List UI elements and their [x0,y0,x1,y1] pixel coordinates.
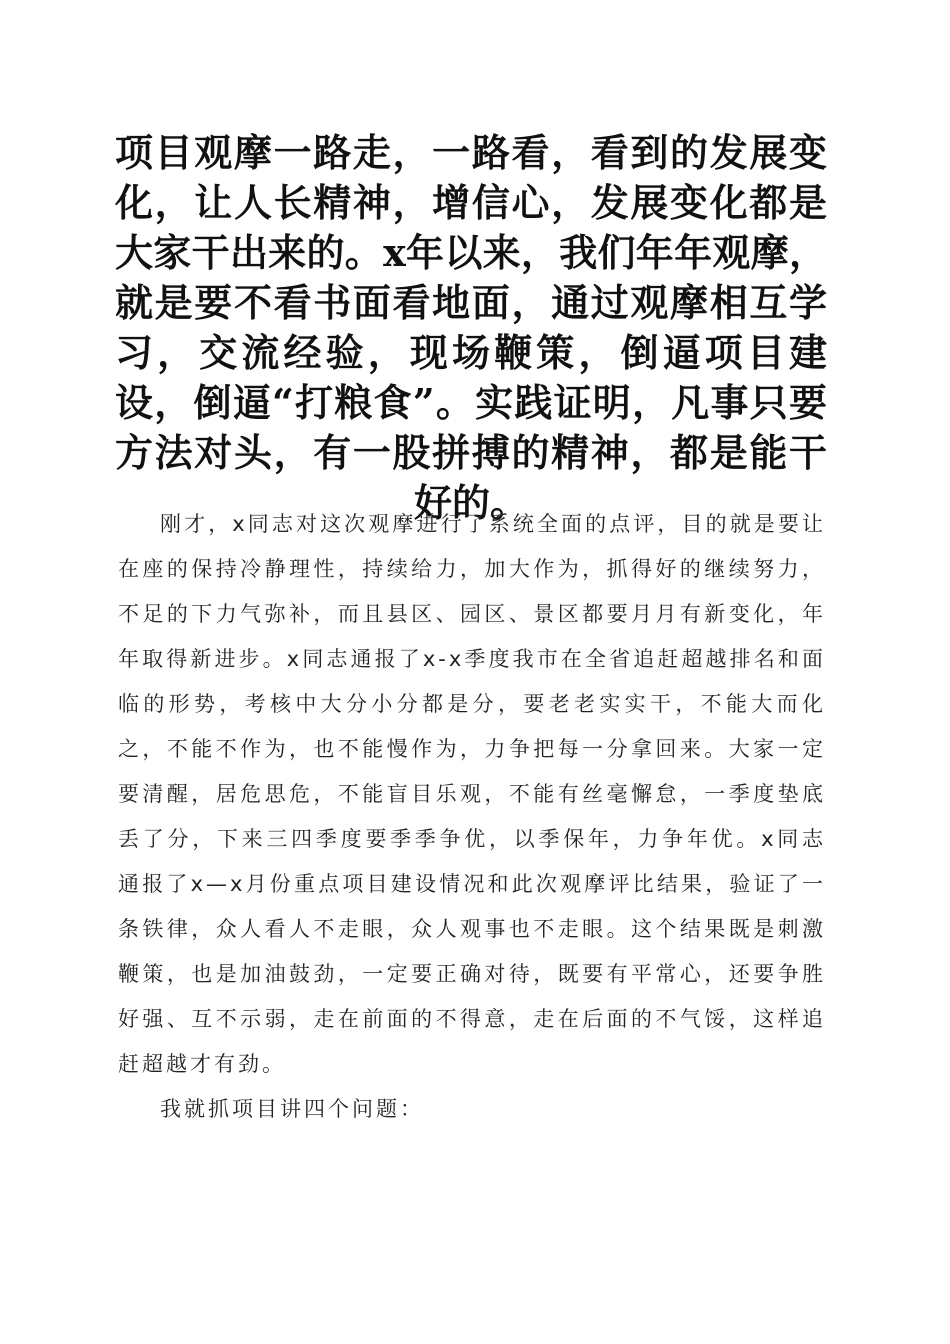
body-paragraph: 刚才，x同志对这次观摩进行了系统全面的点评，目的就是要让在座的保持冷静理性，持续给力，加大作为，抓得好的继续努力，不足的下力气弥补，而且县区、园区、景区都要月月有新变化，年年取得新进步。x同志通报了x-x季度我市在全省追赶超越排名和面临的形势，考核中大分小分都是分，要老老实实干，不能大而化之，不能不作为，也不能慢作为，力争把每一分拿回来。大家一定要清醒，居危思危，不能盲目乐观，不能有丝毫懈怠，一季度垫底丢了分，下来三四季度要季季争优，以季保年，力争年优。x同志通报了x—x月份重点项目建设情况和此次观摩评比结果，验证了一条铁律，众人看人不走眼，众人观事也不走眼。这个结果既是刺激鞭策，也是加油鼓劲，一定要正确对待，既要有平常心，还要争胜好强、互不示弱，走在前面的不得意，走在后面的不气馁，这样追赶超越才有劲。 [118,512,826,1076]
document-title: 项目观摩一路走，一路看，看到的发展变化，让人长精神，增信心，发展变化都是大家干出来的。x年以来，我们年年观摩，就是要不看书面看地面，通过观摩相互学习，交流经验，现场鞭策，倒逼项目建设，倒逼“打粮食”。实践证明，凡事只要方法对头，有一股拼搏的精神，都是能干好的。 [115,130,827,525]
document-body [118,502,826,1132]
body-paragraph: 我就抓项目讲四个问题： [160,1097,424,1121]
